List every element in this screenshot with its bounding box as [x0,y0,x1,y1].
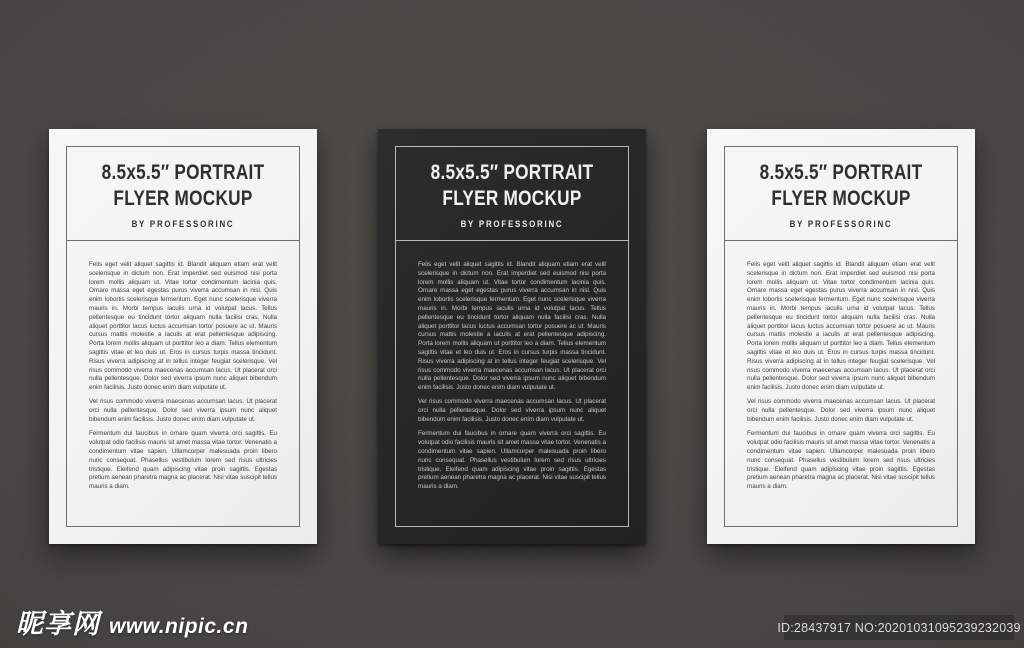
flyer-byline: BY PROFESSORINC [460,219,564,229]
flyer-body-paragraph: Felis eget velit aliquet sagittis id. Blandit aliquam etiam erat velit scelerisque in dictum non. Erat imperdiet sed euismod nisi porta lorem mollis aliquam ut. Vitae tortor condimentum lacinia quis. Ornare massa eget egestas purus viverra accumsan in nisl. Quis enim lobortis scelerisque fermentum. Eget nunc scelerisque viverra mauris in. Morbi tempus iaculis urna id volutpat lacus. Tellus pellentesque eu tincidunt tortor aliquam nulla facilisi cras. Nulla aliquet porttitor lacus luctus accumsan tortor posuere ac ut. Mauris cursus mattis molestie a iaculis at erat pellentesque adipiscing. Porta lorem mollis aliquam ut porttitor leo a diam. Tellus elementum sagittis vitae et leo duis ut. Eros in cursus turpis massa tincidunt. Risus viverra adipiscing at in tellus integer feugiat scelerisque. Vel risus commodo viverra maecenas accumsan lacus. Ut placerat orci nulla pellentesque. Dolor sed viverra ipsum nunc aliquet bibendum enim facilisis. Justo donec enim diam vulputate ut. [747,261,935,392]
flyer-byline: BY PROFESSORINC [131,219,235,229]
flyer-frame [395,146,629,527]
image-id-badge: ID:28437917 NO:20201031095239232039 [784,615,1014,640]
flyer-body-paragraph: Fermentum dui faucibus in ornare quam viverra orci sagittis. Eu volutpat odio facilisis mauris sit amet massa vitae tortor. Venenatis a condimentum vitae sapien. Ullamcorper malesuada proin libero nunc consequat. Phasellus vestibulum lorem sed risus ultricies tristique. Eleifend quam adipiscing vitae proin sagittis. Egestas pretium aenean pharetra magna ac placerat. Nisi vitae suscipit tellus mauris a diam. [89,430,277,491]
flyer-byline: BY PROFESSORINC [789,219,893,229]
flyer-body-paragraph: Vel risus commodo viverra maecenas accumsan lacus. Ut placerat orci nulla pellentesque. Dolor sed viverra ipsum nunc aliquet bibendum enim facilisis. Justo donec enim diam vulputate ut. [89,398,277,424]
flyer-body-paragraph: Fermentum dui faucibus in ornare quam viverra orci sagittis. Eu volutpat odio facilisis mauris sit amet massa vitae tortor. Venenatis a condimentum vitae sapien. Ullamcorper malesuada proin libero nunc consequat. Phasellus vestibulum lorem sed risus ultricies tristique. Eleifend quam adipiscing vitae proin sagittis. Egestas pretium aenean pharetra magna ac placerat. Nisi vitae suscipit tellus mauris a diam. [418,430,606,491]
nipic-site-url: www.nipic.cn [109,615,249,638]
flyer-body-paragraph: Vel risus commodo viverra maecenas accumsan lacus. Ut placerat orci nulla pellentesque. Dolor sed viverra ipsum nunc aliquet bibendum enim facilisis. Justo donec enim diam vulputate ut. [747,398,935,424]
flyer-body-paragraph: Felis eget velit aliquet sagittis id. Blandit aliquam etiam erat velit scelerisque in dictum non. Erat imperdiet sed euismod nisi porta lorem mollis aliquam ut. Vitae tortor condimentum lacinia quis. Ornare massa eget egestas purus viverra accumsan in nisl. Quis enim lobortis scelerisque fermentum. Eget nunc scelerisque viverra mauris in. Morbi tempus iaculis urna id volutpat lacus. Tellus pellentesque eu tincidunt tortor aliquam nulla facilisi cras. Nulla aliquet porttitor lacus luctus accumsan tortor posuere ac ut. Mauris cursus mattis molestie a iaculis at erat pellentesque adipiscing. Porta lorem mollis aliquam ut porttitor leo a diam. Tellus elementum sagittis vitae et leo duis ut. Eros in cursus turpis massa tincidunt. Risus viverra adipiscing at in tellus integer feugiat scelerisque. Vel risus commodo viverra maecenas accumsan lacus. Ut placerat orci nulla pellentesque. Dolor sed viverra ipsum nunc aliquet bibendum enim facilisis. Justo donec enim diam vulputate ut. [418,261,606,392]
nipic-logo: 昵享网 [16,609,100,639]
flyer-body [67,241,299,526]
watermark [16,602,248,641]
flyer-title: 8.5x5.5″ PORTRAIT FLYER MOCKUP [101,161,265,210]
flyer-title: 8.5x5.5″ PORTRAIT FLYER MOCKUP [759,161,923,210]
flyer-frame [724,146,958,527]
flyer-body-paragraph: Felis eget velit aliquet sagittis id. Blandit aliquam etiam erat velit scelerisque in dictum non. Erat imperdiet sed euismod nisi porta lorem mollis aliquam ut. Vitae tortor condimentum lacinia quis. Ornare massa eget egestas purus viverra accumsan in nisl. Quis enim lobortis scelerisque fermentum. Eget nunc scelerisque viverra mauris in. Morbi tempus iaculis urna id volutpat lacus. Tellus pellentesque eu tincidunt tortor aliquam nulla facilisi cras. Nulla aliquet porttitor lacus luctus accumsan tortor posuere ac ut. Mauris cursus mattis molestie a iaculis at erat pellentesque adipiscing. Porta lorem mollis aliquam ut porttitor leo a diam. Tellus elementum sagittis vitae et leo duis ut. Eros in cursus turpis massa tincidunt. Risus viverra adipiscing at in tellus integer feugiat scelerisque. Vel risus commodo viverra maecenas accumsan lacus. Ut placerat orci nulla pellentesque. Dolor sed viverra ipsum nunc aliquet bibendum enim facilisis. Justo donec enim diam vulputate ut. [89,261,277,392]
flyer-center [378,129,646,544]
flyer-body-paragraph: Fermentum dui faucibus in ornare quam viverra orci sagittis. Eu volutpat odio facilisis mauris sit amet massa vitae tortor. Venenatis a condimentum vitae sapien. Ullamcorper malesuada proin libero nunc consequat. Phasellus vestibulum lorem sed risus ultricies tristique. Eleifend quam adipiscing vitae proin sagittis. Egestas pretium aenean pharetra magna ac placerat. Nisi vitae suscipit tellus mauris a diam. [747,430,935,491]
flyer-body [725,241,957,526]
flyer-left [49,129,317,544]
flyer-body-paragraph: Vel risus commodo viverra maecenas accumsan lacus. Ut placerat orci nulla pellentesque. Dolor sed viverra ipsum nunc aliquet bibendum enim facilisis. Justo donec enim diam vulputate ut. [418,398,606,424]
flyer-title-block [67,147,299,241]
flyer-frame [66,146,300,527]
flyer-body [396,241,628,526]
flyer-title: 8.5x5.5″ PORTRAIT FLYER MOCKUP [430,161,594,210]
flyer-title-block [725,147,957,241]
flyer-right [707,129,975,544]
flyer-title-block [396,147,628,241]
